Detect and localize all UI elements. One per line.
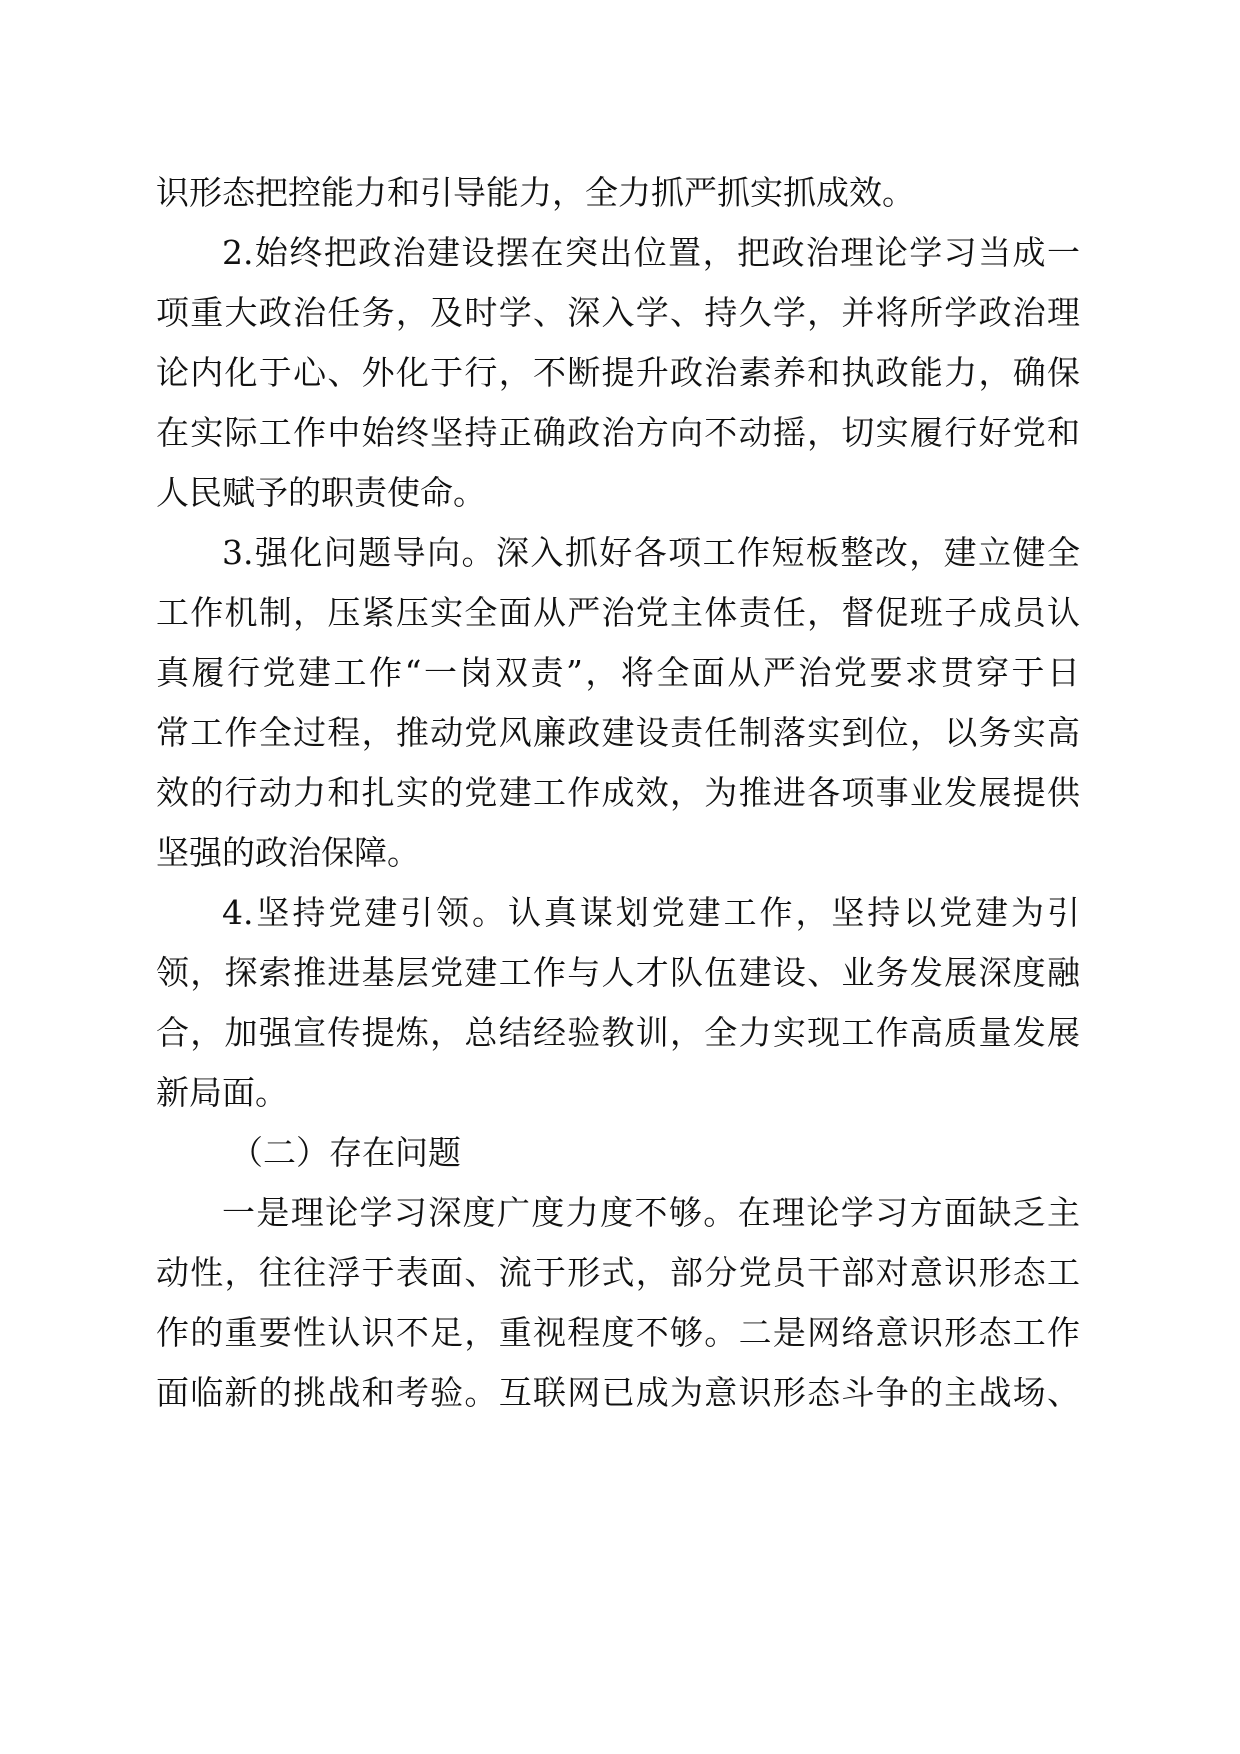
text-line: 效的行动力和扎实的党建工作成效，为推进各项事业发展提供 — [156, 773, 1080, 812]
text-line: 真履行党建工作“一岗双责”，将全面从严治党要求贯穿于日 — [156, 653, 1080, 692]
text-line: 合，加强宣传提炼，总结经验教训，全力实现工作高质量发展 — [156, 1013, 1080, 1052]
text-line: 在实际工作中始终坚持正确政治方向不动摇，切实履行好党和 — [156, 413, 1080, 452]
text-line: 一是理论学习深度广度力度不够。在理论学习方面缺乏主 — [222, 1193, 1080, 1232]
text-line: 新局面。 — [156, 1073, 288, 1112]
text-line: 人民赋予的职责使命。 — [156, 473, 486, 512]
text-line: 面临新的挑战和考验。互联网已成为意识形态斗争的主战场、 — [156, 1373, 1080, 1412]
text-line: 作的重要性认识不足，重视程度不够。二是网络意识形态工作 — [156, 1313, 1080, 1352]
text-line: 4.坚持党建引领。认真谋划党建工作，坚持以党建为引 — [222, 893, 1080, 932]
text-line: 坚强的政治保障。 — [156, 833, 420, 872]
text-line: 领，探索推进基层党建工作与人才队伍建设、业务发展深度融 — [156, 953, 1080, 992]
text-line: 工作机制，压紧压实全面从严治党主体责任，督促班子成员认 — [156, 593, 1080, 632]
text-line: 识形态把控能力和引导能力，全力抓严抓实抓成效。 — [156, 173, 915, 212]
section-heading: （二）存在问题 — [230, 1133, 461, 1172]
text-line: 论内化于心、外化于行，不断提升政治素养和执政能力，确保 — [156, 353, 1080, 392]
text-line: 常工作全过程，推动党风廉政建设责任制落实到位，以务实高 — [156, 713, 1080, 752]
text-line: 动性，往往浮于表面、流于形式，部分党员干部对意识形态工 — [156, 1253, 1080, 1292]
text-line: 3.强化问题导向。深入抓好各项工作短板整改，建立健全 — [222, 533, 1080, 572]
text-line: 项重大政治任务，及时学、深入学、持久学，并将所学政治理 — [156, 293, 1080, 332]
text-line: 2.始终把政治建设摆在突出位置，把政治理论学习当成一 — [222, 233, 1080, 272]
